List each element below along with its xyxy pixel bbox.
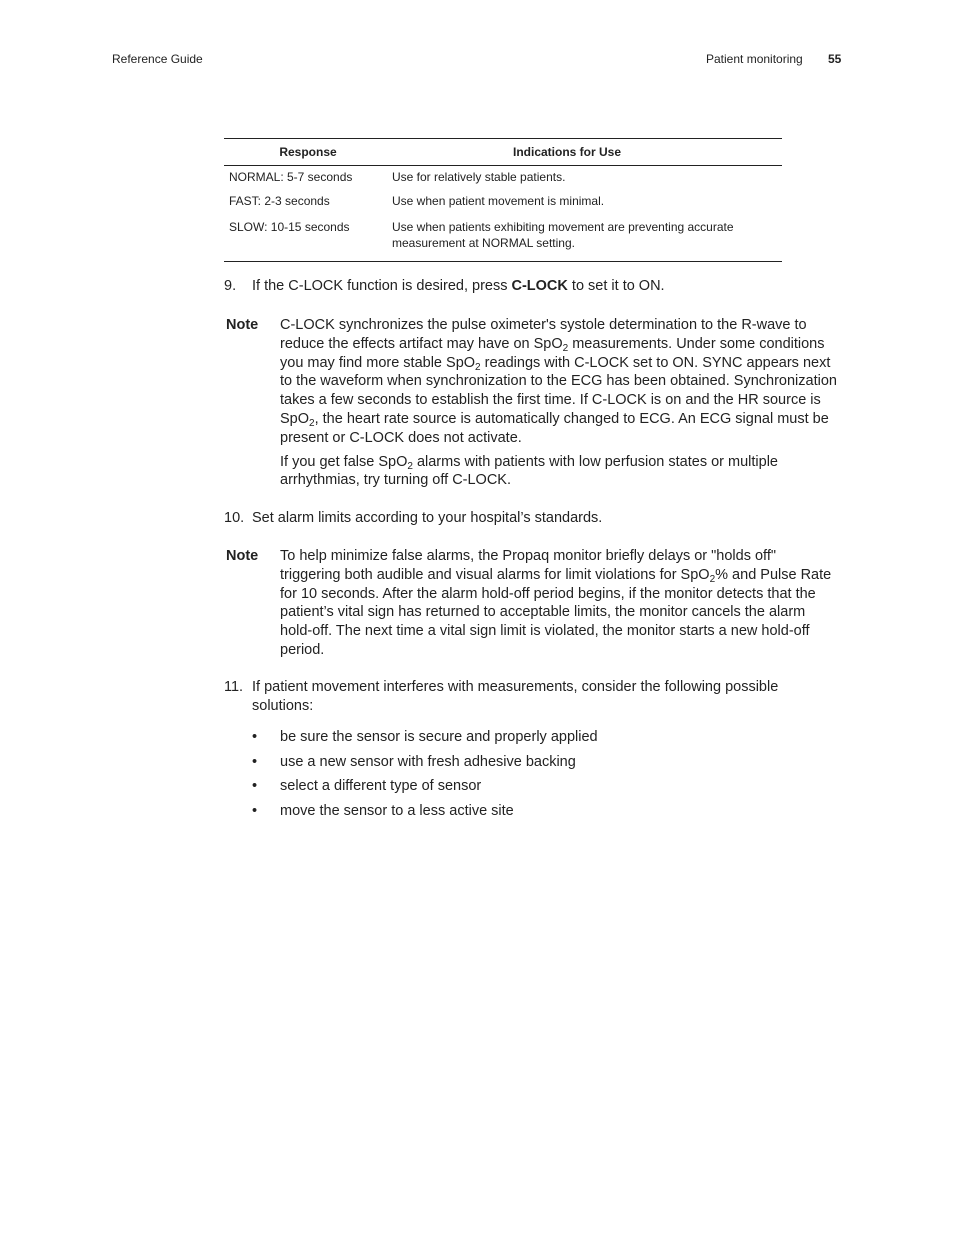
- table-header-response: Response: [279, 145, 337, 159]
- list-item: • use a new sensor with fresh adhesive backing: [252, 753, 576, 770]
- page-number: 55: [828, 52, 842, 66]
- bullet-icon: •: [252, 729, 258, 745]
- header-section-title: Patient monitoring: [706, 52, 803, 66]
- solutions-list: [252, 728, 812, 826]
- note-body: [280, 316, 840, 490]
- table-cell-response: NORMAL: 5-7 seconds: [229, 170, 353, 184]
- step-text: Set alarm limits according to your hospital’s standards.: [252, 510, 603, 526]
- response-table: [224, 138, 782, 262]
- step-number: 11.: [224, 679, 244, 695]
- table-cell-indication: Use when patients exhibiting movement are preventing accurate measurement at NORMAL setting.: [392, 220, 734, 250]
- table-row: [224, 166, 782, 193]
- note-paragraph: If you get false SpO$_2$ alarms with patients with low perfusion states or multiple arrhythmias, try turning off C-LOCK.: [280, 453, 778, 489]
- list-item: • move the sensor to a less active site: [252, 802, 514, 819]
- header-doc-title: Reference Guide: [112, 52, 203, 66]
- table-cell-response: SLOW: 10-15 seconds: [229, 220, 350, 234]
- list-item: • be sure the sensor is secure and properly applied: [252, 729, 598, 745]
- step-number: 10.: [224, 510, 245, 526]
- note-label: Note: [226, 548, 259, 564]
- note-label: Note: [226, 317, 259, 333]
- step-text: If the C-LOCK function is desired, press C-LOCK to set it to ON.: [252, 278, 665, 294]
- bullet-icon: •: [252, 753, 258, 770]
- table-cell-indication: Use for relatively stable patients.: [392, 170, 566, 184]
- note-paragraph: To help minimize false alarms, the Propaq monitor briefly delays or "holds off" triggering both audible and visual alarms for limit violations for SpO$_2$% and Pulse Rate for 10 seconds. After the alarm hold-off period begins, if the monitor detects that the patient’s vital sign has returned to acceptable limits, the monitor cancels the alarm hold-off. The next time a vital sign limit is violated, the monitor starts a new hold-off period.: [280, 548, 832, 658]
- note-paragraph: C-LOCK synchronizes the pulse oximeter's systole determination to the R-wave to reduce the effects artifact may have on SpO$_2$ measurements. Under some conditions you may find more stable SpO$_2$ readings with C-LOCK set to ON. SYNC appears next to the waveform when synchronization to the ECG has been obtained. Synchronization takes a few seconds to establish the first time. If C-LOCK is on and the HR source is SpO$_2$, the heart rate source is automatically changed to ECG. An ECG signal must be present or C-LOCK does not activate.: [280, 317, 837, 446]
- table-header-row: [224, 139, 782, 166]
- list-item: • select a different type of sensor: [252, 778, 482, 795]
- step-number: 9.: [224, 278, 237, 294]
- table-cell-response: FAST: 2-3 seconds: [229, 194, 330, 208]
- note-body: [280, 547, 840, 660]
- bullet-icon: •: [252, 778, 258, 795]
- table-cell-indication: Use when patient movement is minimal.: [392, 194, 605, 208]
- table-header-indications: Indications for Use: [512, 145, 622, 159]
- table-row: [224, 219, 782, 261]
- table-row: [224, 193, 782, 219]
- bullet-icon: •: [252, 802, 258, 819]
- step-text: If patient movement interferes with measurements, consider the following possible solutions:: [252, 679, 779, 714]
- c-lock-key-label: C-LOCK: [511, 278, 568, 294]
